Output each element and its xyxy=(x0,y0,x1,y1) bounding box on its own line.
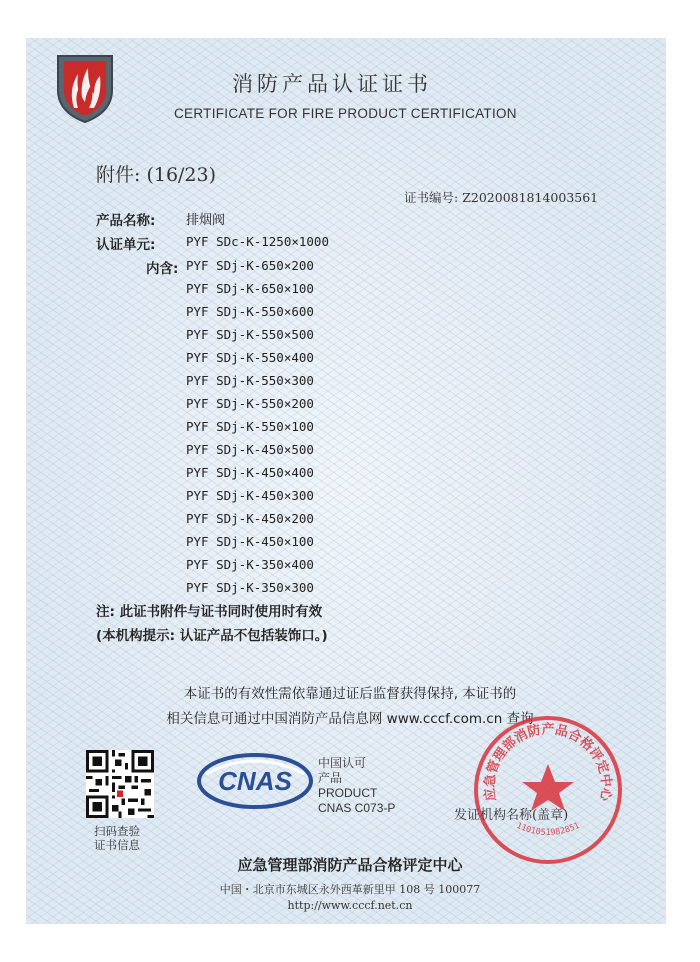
model-list-item: PYF SDj-K-550×200 xyxy=(186,396,314,411)
model-list-item: PYF SDj-K-650×100 xyxy=(186,281,314,296)
cnas-line: 中国认可 xyxy=(318,756,367,770)
seal-number: 1101051982851 xyxy=(514,820,582,838)
model-list-item: PYF SDj-K-350×400 xyxy=(186,557,314,572)
cnas-line: CNAS C073-P xyxy=(318,801,396,815)
model-list-item: PYF SDj-K-550×400 xyxy=(186,350,314,365)
model-list-item: PYF SDj-K-450×400 xyxy=(186,465,314,480)
certificate-number-value: Z2020081814003561 xyxy=(462,190,599,205)
qr-code-icon[interactable] xyxy=(86,750,154,818)
product-name-value: 排烟阀 xyxy=(186,213,226,228)
issuer-label: 发证机构名称(盖章) xyxy=(454,808,569,823)
svg-text:1101051982851 xyxy=(515,821,582,838)
model-list-item: PYF SDj-K-550×300 xyxy=(186,373,314,388)
certificate-number-label: 证书编号: xyxy=(404,190,459,205)
attachment-number: 附件: (16/23) xyxy=(96,164,217,186)
model-list-item: PYF SDj-K-450×200 xyxy=(186,511,314,526)
cnas-line: 产品 xyxy=(318,771,343,785)
cnas-accreditation-text xyxy=(318,756,395,816)
validity-statement-line2: 相关信息可通过中国消防产品信息网 www.cccf.com.cn 查询 xyxy=(166,711,534,727)
model-list-item: PYF SDj-K-350×300 xyxy=(186,580,314,595)
validity-note: 注: 此证书附件与证书同时使用时有效 xyxy=(96,604,323,620)
cnas-logo xyxy=(196,752,314,810)
qr-caption-line2: 证书信息 xyxy=(94,838,140,852)
seal-ring-text: 应急管理部消防产品合格评定中心 xyxy=(482,722,614,802)
cert-unit-value: PYF SDc-K-1250×1000 xyxy=(186,234,329,249)
model-list-item: PYF SDj-K-550×100 xyxy=(186,419,314,434)
qr-caption xyxy=(94,824,140,852)
official-red-seal xyxy=(470,712,626,868)
cnas-logo-text: CNAS xyxy=(218,766,292,796)
model-list-item: PYF SDj-K-650×200 xyxy=(186,258,314,273)
product-name-label: 产品名称: xyxy=(96,213,156,229)
cnas-line: PRODUCT xyxy=(318,786,378,800)
model-list-item: PYF SDj-K-450×500 xyxy=(186,442,314,457)
validity-statement-line1: 本证书的有效性需依靠通过证后监督获得保持, 本证书的 xyxy=(183,686,517,702)
issuer-address: 中国・北京市东城区永外西革新里甲 108 号 100077 xyxy=(219,883,481,896)
certificate-number xyxy=(404,188,598,206)
model-list-item: PYF SDj-K-450×100 xyxy=(186,534,314,549)
cert-unit-label: 认证单元: xyxy=(96,237,156,253)
model-list-item: PYF SDj-K-550×500 xyxy=(186,327,314,342)
fire-shield-logo xyxy=(52,50,118,126)
issuing-center-name: 应急管理部消防产品合格评定中心 xyxy=(237,856,463,874)
contains-label: 内含: xyxy=(146,261,179,277)
qr-caption-line1: 扫码查验 xyxy=(94,824,140,838)
title-english: CERTIFICATE FOR FIRE PRODUCT CERTIFICATION xyxy=(174,106,517,121)
title-chinese: 消防产品认证证书 xyxy=(232,72,432,96)
model-list-item: PYF SDj-K-450×300 xyxy=(186,488,314,503)
decoration-note: (本机构提示: 认证产品不包括装饰口。) xyxy=(96,628,328,644)
model-list-item: PYF SDj-K-550×600 xyxy=(186,304,314,319)
issuer-website-link[interactable]: http://www.cccf.net.cn xyxy=(287,899,413,912)
